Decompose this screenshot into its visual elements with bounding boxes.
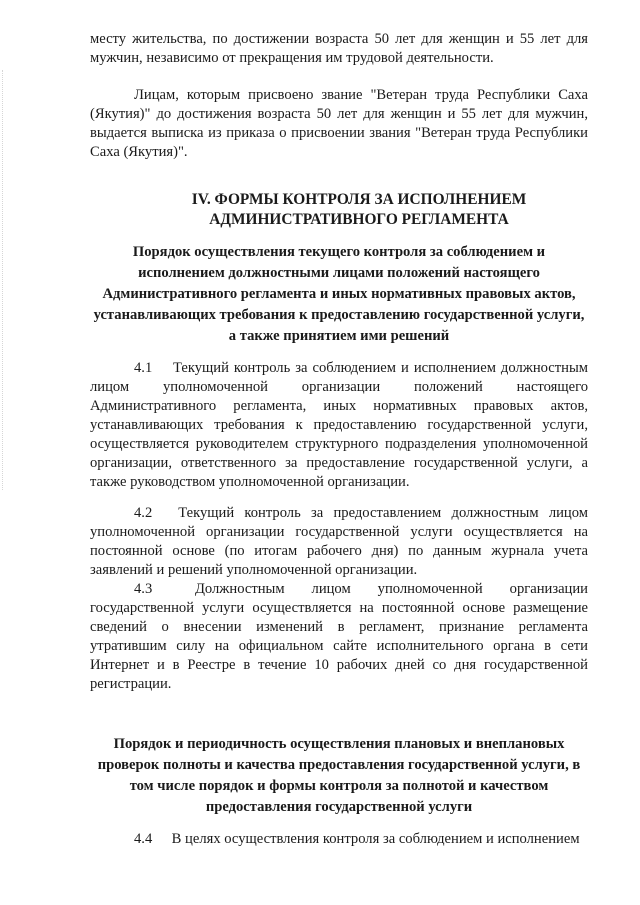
continuation-paragraph: месту жительства, по достижении возраста 50 лет для женщин и 55 лет для мужчин, независимо от прекращения им трудовой деятельности.	[90, 31, 588, 66]
clause-number: 4.4	[134, 831, 153, 847]
clause-4-1	[90, 359, 588, 492]
clause-4-4	[90, 830, 588, 849]
subheading-inspections: Порядок и периодичность осуществления плановых и внеплановых проверок полноты и качества предоставления государственной услуги, в том числе порядок и формы контроля за полнотой и качеством предоставления государственной услуги	[97, 736, 581, 815]
clause-number: 4.2	[134, 505, 153, 521]
clause-number: 4.1	[134, 360, 153, 376]
clause-text: Текущий контроль за предоставлением должностным лицом уполномоченной организации государственной услуги осуществляется на постоянной основе (по итогам рабочего дня) по данным журнала учета заявлений и решений уполномоченной организации.	[90, 505, 589, 578]
subheading-current-control: Порядок осуществления текущего контроля за соблюдением и исполнением должностными лицами положений настоящего Административного регламента и иных нормативных правовых актов, устанавливающих требования к предоставлению государственной услуги, а также принятием ими решений	[93, 244, 585, 344]
clause-4-2	[90, 504, 588, 580]
clause-4-3	[90, 580, 588, 694]
clause-number: 4.3	[134, 581, 153, 597]
veteran-paragraph: Лицам, которым присвоено звание "Ветеран труда Республики Саха (Якутия)" до достижения возраста 50 лет для женщин и 55 лет для мужчин, выдается выписка из приказа о присвоении звания "Ветеран труда Республики Саха (Якутия)".	[90, 87, 588, 160]
scan-margin-mark	[2, 70, 7, 490]
clause-text: Текущий контроль за соблюдением и исполнением должностным лицом уполномоченной организации положений настоящего Административного регламента, иных нормативных правовых актов, устанавливающих требования к предоставлению государственной услуги, осуществляется руководителем структурного подразделения уполномоченной организации, ответственного за предоставление государственной услуги, а также руководством уполномоченной организации.	[90, 360, 589, 490]
clause-text: В целях осуществления контроля за соблюдением и исполнением	[171, 831, 580, 847]
clause-text: Должностным лицом уполномоченной организации государственной услуги осуществляется на постоянной основе размещение сведений о внесении изменений в регламент, признание регламента утратившим силу на официальном сайте исполнительного органа в сети Интернет и в Реестре в течение 10 рабочих дней со дня государственной регистрации.	[90, 581, 588, 692]
page-content	[90, 30, 588, 849]
section-title: IV. ФОРМЫ КОНТРОЛЯ ЗА ИСПОЛНЕНИЕМ АДМИНИСТРАТИВНОГО РЕГЛАМЕНТА	[191, 191, 527, 228]
